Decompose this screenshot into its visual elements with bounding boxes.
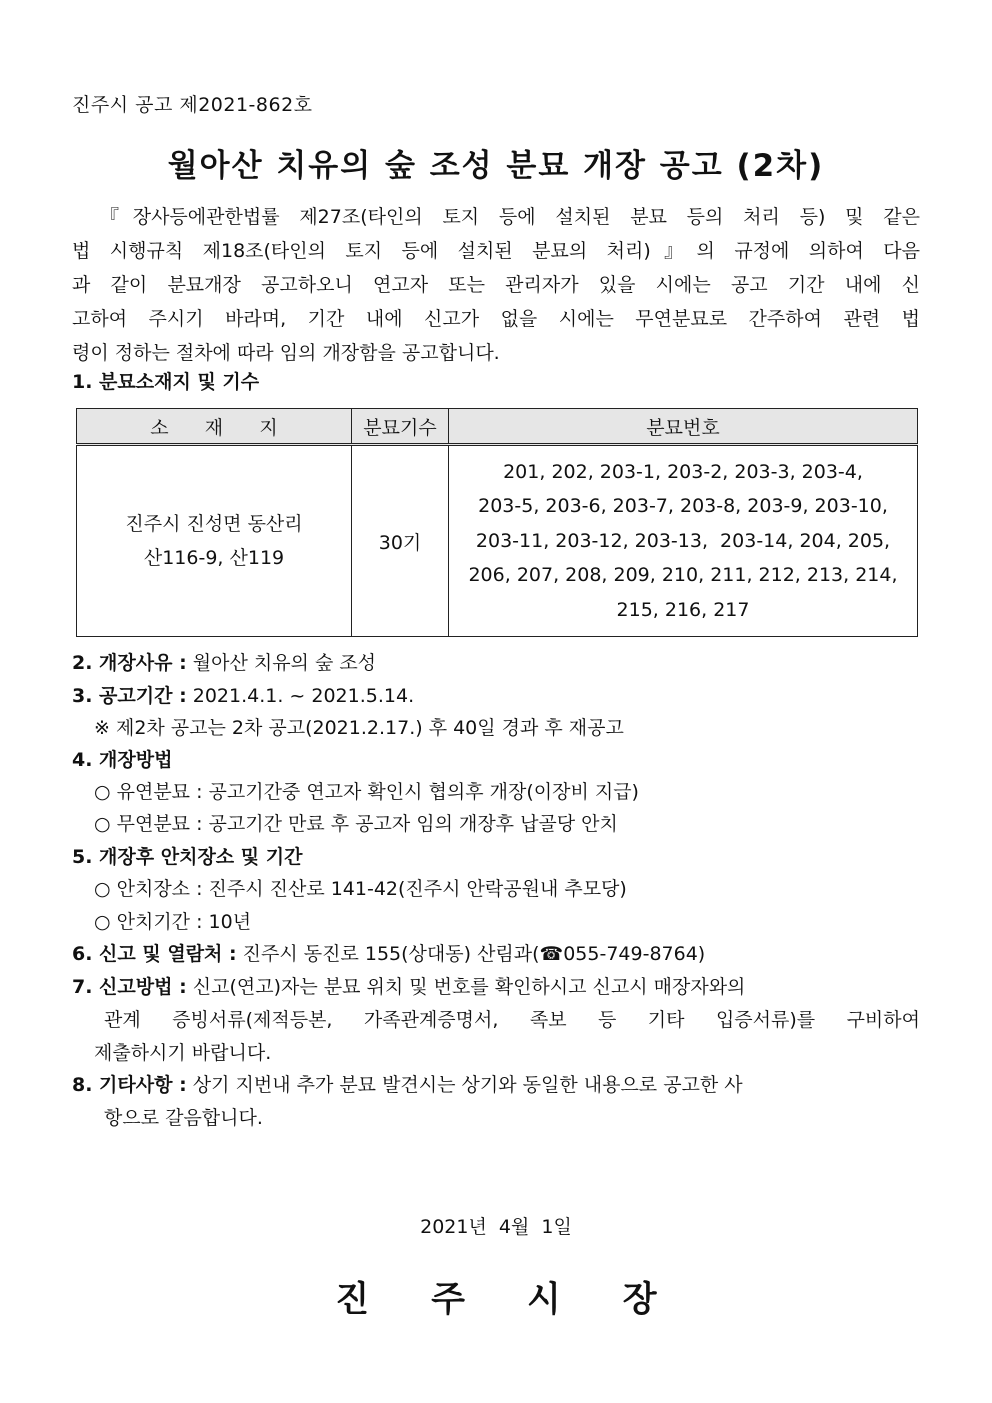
location-line: 산116-9, 산119 [143, 547, 285, 569]
intro-line: 『장사등에관한법률 제27조(타인의 토지 등에 설치된 분묘 등의 처리 등) 및 같은 [100, 206, 920, 228]
location-line: 진주시 진성면 동산리 [125, 513, 303, 535]
intro-line: 고하여 주시기 바라며, 기간 내에 신고가 없을 시에는 무연분묘로 간주하여 관련 법 [72, 308, 920, 330]
intro-line: 령이 정하는 절차에 따라 임의 개장함을 공고합니다. [72, 342, 500, 364]
notice-number: 진주시 공고 제2021-862호 [72, 94, 313, 116]
section-2-label: 2. 개장사유 : [72, 652, 187, 674]
location-cell [77, 445, 352, 637]
numbers-line: 215, 216, 217 [616, 598, 750, 621]
intro-line: 과 같이 분묘개장 공고하오니 연고자 또는 관리자가 있을 시에는 공고 기간 내에 신 [72, 274, 920, 296]
header-count: 분묘기수 [352, 409, 449, 445]
section-7-line: 관계 증빙서류(제적등본, 가족관계증명서, 족보 등 기타 입증서류)를 구비하여 [104, 1009, 920, 1031]
section-3-text: 2021.4.1. ~ 2021.5.14. [192, 685, 415, 707]
table-header-row [77, 409, 918, 445]
section-6-text: 진주시 동진로 155(상대동) 산림과(☎055-749-8764) [242, 943, 706, 965]
section-6-label: 6. 신고 및 열람처 : [72, 943, 237, 965]
numbers-line: 203-11, 203-12, 203-13, 203-14, 204, 205, [475, 529, 891, 552]
section-7-line: 신고(연고)자는 분묘 위치 및 번호를 확인하시고 신고시 매장자와의 [192, 976, 746, 998]
page-title: 월아산 치유의 숲 조성 분묘 개장 공고 (2차) [167, 148, 825, 184]
numbers-line: 206, 207, 208, 209, 210, 211, 212, 213, 214, [468, 564, 898, 587]
header-numbers: 분묘번호 [449, 409, 918, 445]
section-8 [72, 1069, 920, 1101]
section-5-heading: 5. 개장후 안치장소 및 기간 [72, 846, 303, 868]
section-4-item: ○ 무연분묘 : 공고기간 만료 후 공고자 임의 개장후 납골당 안치 [94, 813, 618, 835]
section-6 [72, 938, 705, 970]
count-cell: 30기 [352, 445, 449, 637]
section-3-label: 3. 공고기간 : [72, 685, 187, 707]
section-7-line: 제출하시기 바랍니다. [94, 1042, 272, 1064]
section-3 [72, 680, 414, 712]
section-4-heading: 4. 개장방법 [72, 749, 173, 771]
section-8-line: 항으로 갈음합니다. [104, 1107, 263, 1129]
section-4-item: ○ 유연분묘 : 공고기간중 연고자 확인시 협의후 개장(이장비 지급) [94, 781, 639, 803]
section-7 [72, 971, 745, 1003]
section-2-text: 월아산 치유의 숲 조성 [192, 652, 377, 674]
burial-table [76, 408, 918, 637]
section-8-label: 8. 기타사항 : [72, 1074, 187, 1096]
section-2 [72, 647, 376, 679]
section-7-label: 7. 신고방법 : [72, 976, 187, 998]
table-row [77, 445, 918, 637]
numbers-line: 203-5, 203-6, 203-7, 203-8, 203-9, 203-10, [478, 495, 888, 518]
numbers-cell [449, 445, 918, 637]
intro-line: 법 시행규칙 제18조(타인의 토지 등에 설치된 분묘의 처리)』의 규정에 의하여 다음 [72, 240, 920, 262]
section-8-line: 상기 지번내 추가 분묘 발견시는 상기와 동일한 내용으로 공고한 사 [192, 1074, 743, 1096]
section-3-note: ※ 제2차 공고는 2차 공고(2021.2.17.) 후 40일 경과 후 재공고 [94, 717, 624, 739]
section-5-item: ○ 안치장소 : 진주시 진산로 141-42(진주시 안락공원내 추모당) [94, 878, 627, 900]
header-location: 소 재 지 [77, 409, 352, 445]
section-1-heading: 1. 분묘소재지 및 기수 [72, 371, 260, 393]
notice-date: 2021년 4월 1일 [420, 1216, 572, 1238]
numbers-line: 201, 202, 203-1, 203-2, 203-3, 203-4, [503, 460, 863, 483]
intro-paragraph [72, 200, 920, 370]
section-5-item: ○ 안치기간 : 10년 [94, 911, 252, 933]
signature: 진주시장 [335, 1280, 719, 1320]
